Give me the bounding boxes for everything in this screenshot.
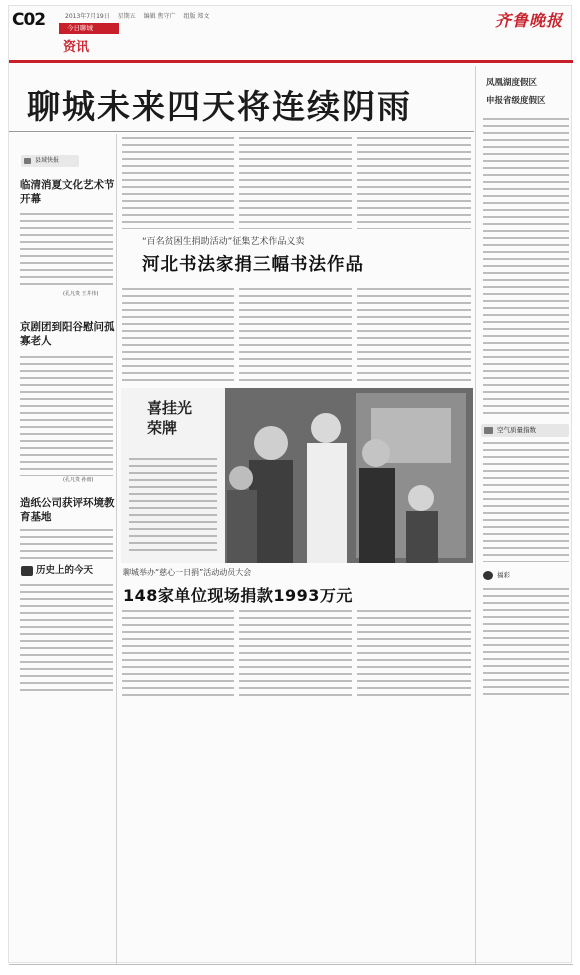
left-body-2 — [20, 356, 113, 476]
headline-rule — [9, 131, 474, 132]
issue-meta — [65, 11, 215, 20]
article3-body-col-3 — [357, 610, 471, 700]
issue-weekday: 星期五 — [117, 13, 136, 20]
left-body-1 — [20, 213, 113, 289]
lead-body-col-3 — [357, 137, 471, 229]
page-number: C02 — [12, 10, 46, 30]
masthead — [9, 6, 573, 64]
masthead-rule — [9, 60, 573, 63]
left-headline-1: 临清消夏文化艺术节开幕 — [20, 179, 115, 205]
article3-body-col-1 — [122, 610, 234, 700]
right-body — [483, 118, 569, 418]
article2-body-col-2 — [239, 288, 352, 383]
air-quality-body — [483, 442, 569, 562]
article2-body-col-1 — [122, 288, 234, 383]
photo-caption-title — [147, 398, 193, 438]
article2-subhead: “百名贫困生捐助活动”征集艺术作品义卖 — [142, 237, 305, 247]
article2-body-col-3 — [357, 288, 471, 383]
lottery-heading: 福彩 — [481, 569, 569, 582]
history-list — [20, 584, 113, 696]
photo-caption-text: 喜挂光荣牌 — [147, 399, 193, 437]
issue-editor: 编辑 焦守广 — [143, 13, 176, 20]
left-body-3 — [20, 529, 113, 559]
section-bar: 今日聊城 — [59, 23, 119, 34]
county-news-tag: 县域快报 — [21, 155, 79, 167]
issue-proof: 组版 郑文 — [183, 13, 210, 20]
air-quality-heading: 空气质量指数 — [481, 424, 569, 437]
newspaper-logo: 齐鲁晚报 — [494, 11, 563, 30]
photo-caption-body — [129, 458, 217, 553]
section-title: 资讯 — [63, 40, 90, 55]
photo-caption-box — [121, 388, 225, 563]
history-today-heading: 历史上的今天 — [21, 565, 113, 577]
article2-headline: 河北书法家捐三幅书法作品 — [142, 255, 364, 275]
lead-headline: 聊城未来四天将连续阴雨 — [27, 87, 412, 126]
left-headline-3: 造纸公司获评环境教育基地 — [20, 497, 115, 523]
newspaper-page — [8, 5, 572, 963]
left-byline-2: (孔凡贵 孙雨) — [63, 477, 94, 483]
left-byline-1: (孔凡贵 王井伟) — [63, 291, 99, 297]
lead-body-col-1 — [122, 137, 234, 229]
article3-body-col-2 — [239, 610, 352, 700]
right-headline-line-1: 凤凰湖度假区 — [486, 78, 538, 88]
issue-date: 2013年7月19日 — [65, 13, 110, 20]
right-headline-line-2: 申报省级度假区 — [486, 96, 546, 106]
article3-headline: 148家单位现场捐款1993万元 — [123, 586, 353, 605]
lead-body-col-2 — [239, 137, 352, 229]
page-bottom-rule — [9, 964, 573, 965]
article3-subhead: 聊城举办“慈心一日捐”活动动员大会 — [123, 568, 252, 577]
lottery-results — [483, 588, 569, 696]
left-headline-2: 京剧团到阳谷慰问孤寡老人 — [20, 321, 115, 347]
